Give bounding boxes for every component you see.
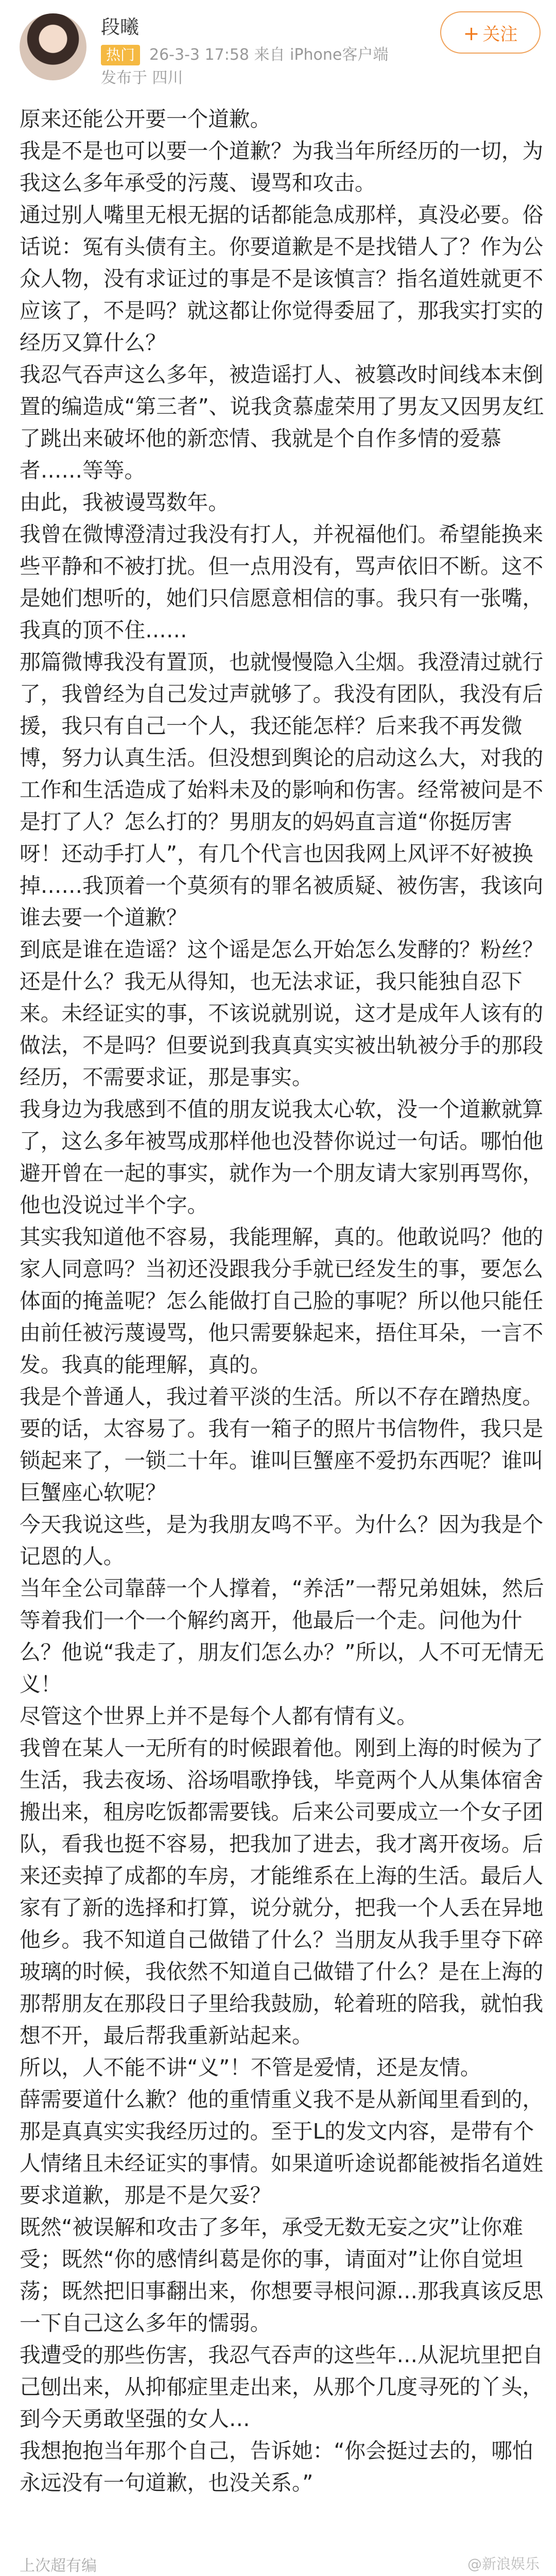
- post-paragraph: 那篇微博我没有置顶，也就慢慢隐入尘烟。我澄清过就行了，我曾经为自己发过声就够了。我没有团队，我没有后援，我只有自己一个人，我还能怎样？后来我不再发微博，努力认真生活。但没想到舆论的启动这么大，对我的工作和生活造成了始料未及的影响和伤害。经常被问是不是打了人？怎么打的？男朋友的妈妈直言道“你挺厉害呀！还动手打人”，有几个代言也因我网上风评不好被换掉……我顶着一个莫须有的罪名被质疑、被伤害，我该向谁去要一个道歉？: [20, 650, 544, 930]
- post-paragraph: 我忍气吞声这么多年，被造谣打人、被篡改时间线本末倒置的编造成“第三者”、说我贪慕虚荣用了男友又因男友红了跳出来破坏他的新恋情、我就是个自作多情的爱慕者……等等。: [20, 362, 544, 483]
- post-paragraph: 既然“被误解和攻击了多年，承受无数无妄之灾”让你难受；既然“你的感情纠葛是你的事，请面对”让你自觉坦荡；既然把旧事翻出来，你想要寻根问源…那我真该反思一下自己这么多年的懦弱。: [20, 2215, 544, 2335]
- post-location: 发布于 四川: [101, 69, 183, 87]
- post-paragraph: 我身边为我感到不值的朋友说我太心软，没一个道歉就算了，这么多年被骂成那样他也没替你说过一句话。哪怕他避开曾在一起的事实，就作为一个朋友请大家别再骂你，他也没说过半个字。: [20, 1097, 544, 1217]
- post-paragraph: 尽管这个世界上并不是每个人都有情有义。: [20, 1704, 418, 1728]
- footer-text: 上次超有编: [20, 2557, 97, 2575]
- post-paragraph: 其实我知道他不容易，我能理解，真的。他敢说吗？他的家人同意吗？当初还没跟我分手就已经发生的事，要怎么体面的掩盖呢？怎么能做打自己脸的事呢？所以他只能任由前任被污蔑谩骂，他只需要躲起来，捂住耳朵，一言不发。我真的能理解，真的。: [20, 1225, 544, 1377]
- post-paragraph: 到底是谁在造谣？这个谣是怎么开始怎么发酵的？粉丝？还是什么？我无从得知，也无法求证，我只能独自忍下来。未经证实的事，不该说就别说，这才是成年人该有的做法，不是吗？但要说到我真真实实被出轨被分手的那段经历，不需要求证，那是事实。: [20, 937, 544, 1090]
- post-paragraph: 由此，我被谩骂数年。: [20, 490, 229, 515]
- hot-badge: 热门: [101, 45, 140, 65]
- post-paragraph: 今天我说这些，是为我朋友鸣不平。为什么？因为我是个记恩的人。: [20, 1512, 544, 1569]
- post-paragraph: 通过别人嘴里无根无据的话都能急成那样，真没必要。俗话说：冤有头债有主。你要道歉是不是找错人了？作为公众人物，没有求证过的事是不是该慎言？指名道姓就更不应该了，不是吗？就这都让你觉得委屈了，那我实打实的经历又算什么？: [20, 202, 544, 355]
- watermark: @新浪娱乐: [467, 2555, 540, 2572]
- post-footer: [20, 2548, 540, 2576]
- author-name[interactable]: 段曦: [101, 16, 139, 38]
- post-paragraph: 我是个普通人，我过着平淡的生活。所以不存在蹭热度。要的话，太容易了。我有一箱子的照片书信物件，我只是锁起来了，一锁二十年。谁叫巨蟹座不爱扔东西呢？谁叫巨蟹座心软呢？: [20, 1384, 544, 1505]
- post-paragraph: 我曾在某人一无所有的时候跟着他。刚到上海的时候为了生活，我去夜场、浴场唱歌挣钱，毕竟两个人从集体宿舍搬出来，租房吃饭都需要钱。后来公司要成立一个女子团队，看我也挺不容易，把我加了进去，我才离开夜场。后来还卖掉了成都的车房，才能维系在上海的生活。最后人家有了新的选择和打算，说分就分，把我一个人丢在异地他乡。我不知道自己做错了什么？当朋友从我手里夺下碎玻璃的时候，我依然不知道自己做错了什么？是在上海的那帮朋友在那段日子里给我鼓励，轮着班的陪我，就怕我想不开，最后帮我重新站起来。: [20, 1736, 544, 2048]
- post-header: [0, 0, 556, 98]
- follow-button[interactable]: [440, 11, 541, 54]
- post-meta: 26-3-3 17:58 来自 iPhone客户端: [149, 46, 389, 64]
- post-paragraph: 我曾在微博澄清过我没有打人，并祝福他们。希望能换来些平静和不被打扰。但一点用没有，骂声依旧不断。这不是她们想听的，她们只信愿意相信的事。我只有一张嘴，我真的顶不住……: [20, 522, 544, 642]
- post-paragraph: 原来还能公开要一个道歉。: [20, 107, 271, 131]
- plus-icon: +: [463, 22, 480, 45]
- post-paragraph: 当年全公司靠薛一个人撑着，“养活”一帮兄弟姐妹，然后等着我们一个一个解约离开，他最后一个走。问他为什么？他说“我走了，朋友们怎么办？”所以，人不可无情无义！: [20, 1576, 544, 1697]
- post-paragraph: 所以，人不能不讲“义”！不管是爱情，还是友情。: [20, 2055, 481, 2080]
- post-paragraph: 我遭受的那些伤害，我忍气吞声的这些年…从泥坑里把自己刨出来，从抑郁症里走出来，从那个几度寻死的丫头，到今天勇敢坚强的女人…: [20, 2343, 544, 2431]
- post-paragraph: 我想抱抱当年那个自己，告诉她：“你会挺过去的，哪怕永远没有一句道歉，也没关系。”: [20, 2438, 533, 2495]
- post-content: [20, 103, 545, 2499]
- post-paragraph: 薛需要道什么歉？他的重情重义我不是从新闻里看到的，那是真真实实我经历过的。至于L的发文内容，是带有个人情绪且未经证实的事情。如果道听途说都能被指名道姓要求道歉，那是不是欠妥？: [20, 2087, 544, 2208]
- post-paragraph: 我是不是也可以要一个道歉？为我当年所经历的一切，为我这么多年承受的污蔑、谩骂和攻击。: [20, 139, 544, 195]
- avatar[interactable]: [20, 13, 86, 80]
- follow-label: 关注: [482, 24, 518, 45]
